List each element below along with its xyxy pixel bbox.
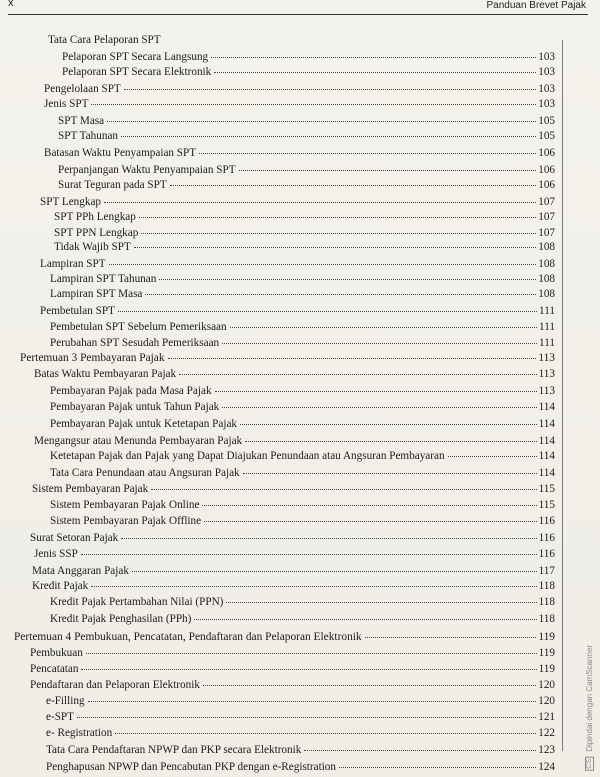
toc-entry [30, 531, 555, 546]
dot-leader [203, 685, 536, 686]
toc-page-number: 114 [538, 435, 555, 447]
toc-page-number: 114 [538, 401, 555, 413]
toc-entry [62, 50, 555, 65]
toc-entry-title: Lampiran SPT Tahunan [50, 273, 157, 285]
toc-page-number: 119 [538, 647, 555, 659]
dot-leader [199, 153, 536, 154]
toc-entry-title: SPT Tahunan [58, 130, 119, 142]
toc-entry-title: SPT Lengkap [40, 196, 102, 208]
dot-leader [179, 374, 537, 375]
toc-entry-title: Perpanjangan Waktu Penyampaian SPT [58, 164, 236, 176]
dot-leader [226, 602, 536, 603]
toc-entry-title: Pertemuan 4 Pembukuan, Pencatatan, Pendaftaran dan Pelaporan Elektronik [14, 631, 362, 643]
dot-leader [243, 473, 537, 474]
dot-leader [151, 489, 536, 490]
toc-entry [34, 367, 555, 382]
toc-entry [30, 662, 555, 677]
toc-entry [34, 547, 555, 562]
toc-page-number: 124 [538, 761, 555, 773]
dot-leader [365, 637, 537, 638]
corner-mark: x [8, 0, 14, 9]
toc-entry [32, 564, 555, 579]
running-header: Panduan Brevet Pajak [486, 0, 586, 11]
toc-entry [50, 287, 555, 302]
toc-entry-title: Kredit Pajak Penghasilan (PPh) [50, 613, 192, 625]
toc-entry [48, 33, 161, 48]
toc-entry [58, 178, 555, 193]
toc-page-number: 108 [538, 273, 555, 285]
toc-entry-title: Jenis SSP [34, 548, 78, 560]
toc-entry-title: Pengelolaan SPT [44, 83, 121, 95]
dot-leader [91, 104, 536, 105]
toc-entry-title: Tidak Wajib SPT [54, 241, 131, 253]
toc-page-number: 118 [538, 580, 555, 592]
toc-entry-title: Batasan Waktu Penyampaian SPT [44, 147, 197, 159]
toc-entry [50, 612, 555, 627]
toc-page-number: 108 [538, 241, 555, 253]
toc-entry [54, 210, 555, 225]
toc-entry [30, 646, 555, 661]
toc-entry-title: Pembayaran Pajak untuk Ketetapan Pajak [50, 418, 238, 430]
dot-leader [168, 358, 537, 359]
dot-leader [211, 57, 536, 58]
dot-leader [86, 653, 537, 654]
dot-leader [240, 424, 537, 425]
toc-page-number: 106 [538, 179, 555, 191]
toc-entry [62, 65, 555, 80]
toc-entry-title: Lampiran SPT [40, 258, 106, 270]
dot-leader [107, 121, 536, 122]
toc-page-number: 106 [538, 147, 555, 159]
toc-page-number: 111 [539, 305, 555, 317]
toc-entry [30, 678, 555, 693]
toc-page-number: 111 [539, 321, 555, 333]
toc-entry [34, 434, 555, 449]
toc-page-number: 116 [538, 532, 555, 544]
toc-entry [50, 595, 555, 610]
toc-entry-title: Pembayaran Pajak pada Masa Pajak [50, 385, 212, 397]
toc-entry [50, 498, 555, 513]
dot-leader [81, 669, 536, 670]
toc-page-number: 103 [538, 98, 555, 110]
toc-entry [54, 240, 555, 255]
dot-leader [121, 538, 536, 539]
toc-entry [58, 114, 555, 129]
dot-leader [222, 343, 537, 344]
toc-entry-title: Pelaporan SPT Secara Langsung [62, 51, 209, 63]
camscanner-icon: CS [586, 759, 593, 769]
toc-page-number: 113 [538, 385, 555, 397]
toc-entry-title: Pelaporan SPT Secara Elektronik [62, 66, 212, 78]
dot-leader [145, 294, 536, 295]
dot-leader [88, 701, 537, 702]
toc-entry [40, 257, 555, 272]
toc-entry-title: Pembayaran Pajak untuk Tahun Pajak [50, 401, 220, 413]
toc-page-number: 114 [538, 450, 555, 462]
toc-entry [50, 417, 555, 432]
toc-entry-title: Mata Anggaran Pajak [32, 565, 129, 577]
toc-page-number: 119 [538, 631, 555, 643]
toc-page-number: 105 [538, 115, 555, 127]
toc-entry-title: Pembetulan SPT Sebelum Pemeriksaan [50, 321, 227, 333]
dot-leader [204, 521, 537, 522]
toc-entry-title: SPT PPN Lengkap [54, 227, 139, 239]
watermark-text: Dipindai dengan CamScanner [585, 645, 594, 753]
toc-page-number: 106 [538, 164, 555, 176]
dot-leader [141, 233, 536, 234]
toc-entry-title: Kredit Pajak [32, 580, 89, 592]
dot-leader [170, 185, 537, 186]
toc-page-number: 115 [538, 483, 555, 495]
toc-entry [58, 129, 555, 144]
dot-leader [215, 391, 537, 392]
toc-page-number: 115 [538, 499, 555, 511]
dot-leader [81, 554, 537, 555]
toc-page-number: 113 [538, 352, 555, 364]
toc-entry-title: SPT Masa [58, 115, 105, 127]
toc-entry-title: Kredit Pajak Pertambahan Nilai (PPN) [50, 596, 224, 608]
toc-entry [50, 514, 555, 529]
toc-entry-title: Sistem Pembayaran Pajak Online [50, 499, 200, 511]
toc-entry [44, 97, 555, 112]
toc-entry-title: Pertemuan 3 Pembayaran Pajak [20, 352, 165, 364]
toc-entry-title: Pendaftaran dan Pelaporan Elektronik [30, 679, 200, 691]
toc-entry-title: Pembetulan SPT [40, 305, 115, 317]
dot-leader [339, 767, 536, 768]
toc-chapter-heading [14, 630, 555, 645]
toc-page-number: 123 [538, 744, 555, 756]
toc-entry-title: Pencatatan [30, 663, 79, 675]
toc-page-number: 111 [539, 337, 555, 349]
toc-page-number: 105 [538, 130, 555, 142]
dot-leader [139, 217, 536, 218]
dot-leader [448, 456, 537, 457]
dot-leader [230, 327, 537, 328]
toc-page-number: 117 [538, 565, 555, 577]
toc-entry-title: Batas Waktu Pembayaran Pajak [34, 368, 177, 380]
toc-entry-title: Tata Cara Penundaan atau Angsuran Pajak [50, 467, 240, 479]
toc-entry [46, 694, 555, 709]
dot-leader [118, 311, 537, 312]
toc-page-number: 118 [538, 613, 555, 625]
toc-entry [40, 195, 555, 210]
toc-entry [46, 726, 555, 741]
toc-page-number: 119 [538, 663, 555, 675]
dot-leader [245, 441, 536, 442]
toc-entry-title: Perubahan SPT Sesudah Pemeriksaan [50, 337, 220, 349]
toc-page-number: 120 [538, 679, 555, 691]
toc-entry [32, 482, 555, 497]
toc-page-number: 121 [538, 711, 555, 723]
toc-entry-title: Tata Cara Pelaporan SPT [48, 34, 161, 46]
toc-entry [50, 384, 555, 399]
toc-entry [46, 760, 555, 775]
toc-entry [32, 579, 555, 594]
toc-page-number: 116 [538, 548, 555, 560]
toc-page-number: 114 [538, 467, 555, 479]
toc-page-number: 107 [538, 227, 555, 239]
toc-entry [50, 466, 555, 481]
toc-entry [50, 320, 555, 335]
dot-leader [159, 279, 536, 280]
dot-leader [214, 72, 536, 73]
toc-entry-title: Penghapusan NPWP dan Pencabutan PKP dengan e-Registration [46, 761, 336, 773]
toc-entry-title: e-SPT [46, 711, 74, 723]
dot-leader [132, 571, 537, 572]
dot-leader [304, 750, 536, 751]
toc-entry-title: Lampiran SPT Masa [50, 288, 143, 300]
dot-leader [239, 170, 537, 171]
dot-leader [202, 505, 536, 506]
toc-entry [54, 226, 555, 241]
toc-page-number: 118 [538, 596, 555, 608]
dot-leader [121, 136, 536, 137]
toc-page-number: 108 [538, 258, 555, 270]
dot-leader [104, 202, 536, 203]
dot-leader [109, 264, 537, 265]
toc-page-number: 107 [538, 196, 555, 208]
toc-page-number: 107 [538, 211, 555, 223]
toc-entry [50, 336, 555, 351]
toc-page-number: 113 [538, 368, 555, 380]
toc-entry-title: Sistem Pembayaran Pajak [32, 483, 149, 495]
page-number-rule [562, 40, 563, 751]
dot-leader [77, 717, 536, 718]
toc-entry-title: e- Registration [46, 727, 113, 739]
toc-page-number: 103 [538, 66, 555, 78]
toc-entry-title: Jenis SPT [44, 98, 89, 110]
dot-leader [124, 89, 536, 90]
toc-entry [58, 163, 555, 178]
toc-entry-title: Surat Setoran Pajak [30, 532, 119, 544]
toc-entry [46, 743, 555, 758]
toc-page-number: 103 [538, 51, 555, 63]
toc-entry-title: e-Filling [46, 695, 85, 707]
toc-page-number: 103 [538, 83, 555, 95]
toc-entry [46, 710, 555, 725]
toc-entry [40, 304, 555, 319]
dot-leader [134, 247, 536, 248]
scanner-watermark [585, 645, 594, 771]
toc-page-number: 114 [538, 418, 555, 430]
toc-page-number: 122 [538, 727, 555, 739]
toc-entry-title: Tata Cara Pendaftaran NPWP dan PKP secara Elektronik [46, 744, 302, 756]
toc-entry [50, 400, 555, 415]
toc-page-number: 120 [538, 695, 555, 707]
toc-entry-title: Mengangsur atau Menunda Pembayaran Pajak [34, 435, 243, 447]
toc-page-number: 108 [538, 288, 555, 300]
dot-leader [194, 619, 536, 620]
toc-entry-title: SPT PPh Lengkap [54, 211, 136, 223]
toc-entry [44, 82, 555, 97]
toc-chapter-heading [20, 351, 555, 366]
dot-leader [222, 407, 536, 408]
dot-leader [91, 586, 536, 587]
toc-entry [50, 272, 555, 287]
toc-page-number: 116 [538, 515, 555, 527]
toc-entry-title: Ketetapan Pajak dan Pajak yang Dapat Diajukan Penundaan atau Angsuran Pembayaran [50, 450, 445, 462]
toc-entry [44, 146, 555, 161]
dot-leader [115, 733, 536, 734]
toc-entry-title: Pembukuan [30, 647, 83, 659]
toc-entry-title: Sistem Pembayaran Pajak Offline [50, 515, 202, 527]
toc-entry [50, 449, 555, 464]
toc-entry-title: Surat Teguran pada SPT [58, 179, 167, 191]
